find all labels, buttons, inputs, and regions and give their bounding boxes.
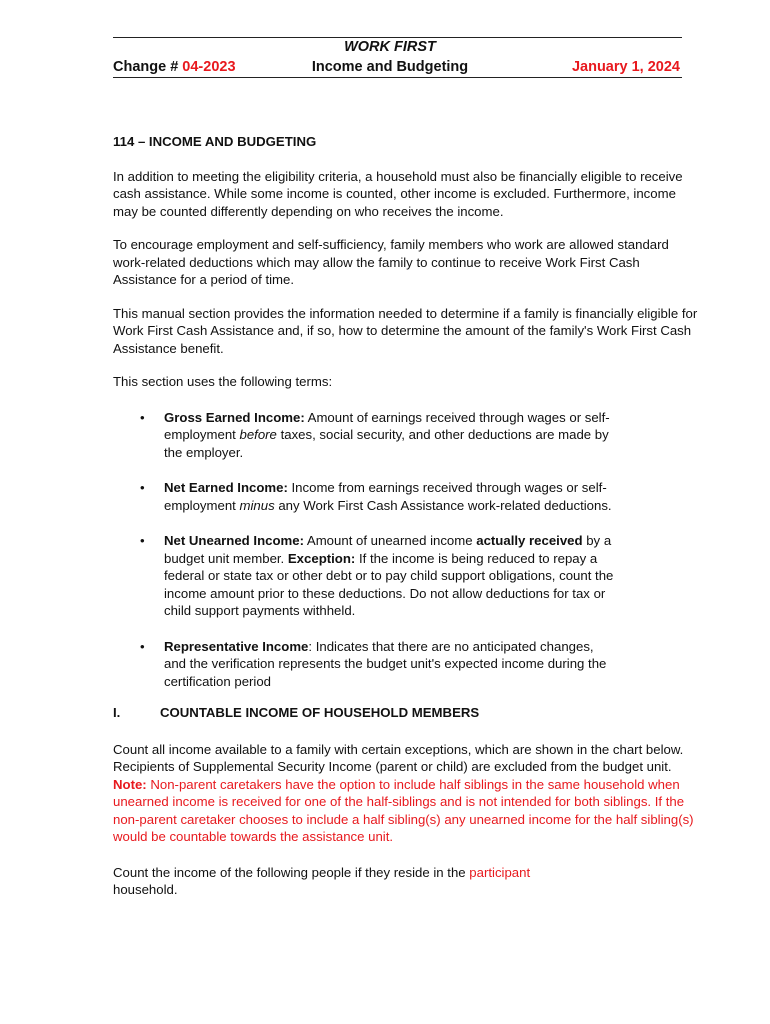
section-heading: 114 – INCOME AND BUDGETING [113,134,317,149]
header-rule-bottom [113,77,682,78]
header-rule-top [113,37,682,38]
header-date: January 1, 2024 [571,59,680,75]
bullet-icon: • [140,533,145,548]
intro-paragraph-1: In addition to meeting the eligibility criteria, a household must also be financially eligible to receive cash assistance. While some income is counted, other income is excluded. Furthermore, income may be counted differently depending on who receives the income. [113,168,683,219]
term-gross-earned-income [113,409,614,462]
terms-list [113,409,703,691]
intro-paragraph-2: To encourage employment and self-sufficiency, family members who work are allowed standard work-related deductions which may allow the family to continue to receive Work First Cash Assistance for a period of time. [113,237,669,287]
bullet-icon: • [140,480,145,495]
term-emphasis: minus [239,497,275,513]
term-text: by a budget unit member. [164,533,612,566]
term-label: Representative Income [164,638,309,654]
change-number-value: 04-2023 [182,59,236,75]
header-change-number [113,59,236,75]
intro-paragraph-3: This manual section provides the information needed to determine if a family is financially eligible for Work First Cash Assistance and, if so, how to determine the amount of the family's Work First Cash Assistance benefit. [113,305,698,356]
terms-intro: This section uses the following terms: [113,374,333,389]
count-income-paragraph [113,864,703,899]
bullet-icon: • [140,409,145,425]
change-label: Change # [113,59,183,75]
term-text: Income from earnings received through wages or self-employment [164,480,607,513]
note-label: Note: [113,776,147,792]
countable-income-paragraph [113,741,703,846]
term-text: any Work First Cash Assistance work-related deductions. [274,497,612,513]
bullet-icon: • [140,638,145,654]
subsection-heading [113,704,703,722]
paragraph-text: Count the income of the following people if they reside in the [113,864,470,880]
term-text: If the income is being reduced to repay a federal or state tax or other debt or to pay child support obligations, count the income amount prior to these deductions. Do not allow deductions for tax or child support payments withheld. [164,550,614,618]
paragraph-text: household. [113,882,178,897]
term-emphasis: before [239,427,277,442]
term-text: taxes, social security, and other deductions are made by the employer. [164,427,609,460]
subsection-number: I. [113,705,121,720]
subsection-title: COUNTABLE INCOME OF HOUSEHOLD MEMBERS [160,705,480,720]
term-representative-income [113,638,614,691]
participant-text: participant [469,864,531,880]
document-body [113,133,703,915]
term-text: : Indicates that there are no anticipated changes, and the verification represents the budget unit's expected income during the certification period [164,638,607,689]
term-net-earned-income [113,479,614,514]
term-text: Amount of unearned income [303,533,477,548]
note-text: Non-parent caretakers have the option to include half siblings in the same household when unearned income is received for one of the half-siblings and is not intended for both siblings. If the non-parent caretaker chooses to include a half sibling(s) any unearned income for the half sibling(s) would be countable towards the assistance unit. [113,776,694,844]
exception-label: Exception: [287,550,356,566]
paragraph-text: Count all income available to a family with certain exceptions, which are shown in the chart below. Recipients of Supplemental Security Income (parent or child) are excluded from the budget unit. [113,741,684,774]
term-label: Net Earned Income: [164,480,288,495]
term-label: Net Unearned Income: [164,533,304,548]
term-label: Gross Earned Income: [164,409,305,425]
header-title: WORK FIRST [344,39,436,55]
term-text: Amount of earnings received through wages or self-employment [164,409,610,442]
term-net-unearned-income [113,532,614,620]
header-subtitle: Income and Budgeting [311,59,469,75]
term-emphasis: actually received [476,533,583,548]
